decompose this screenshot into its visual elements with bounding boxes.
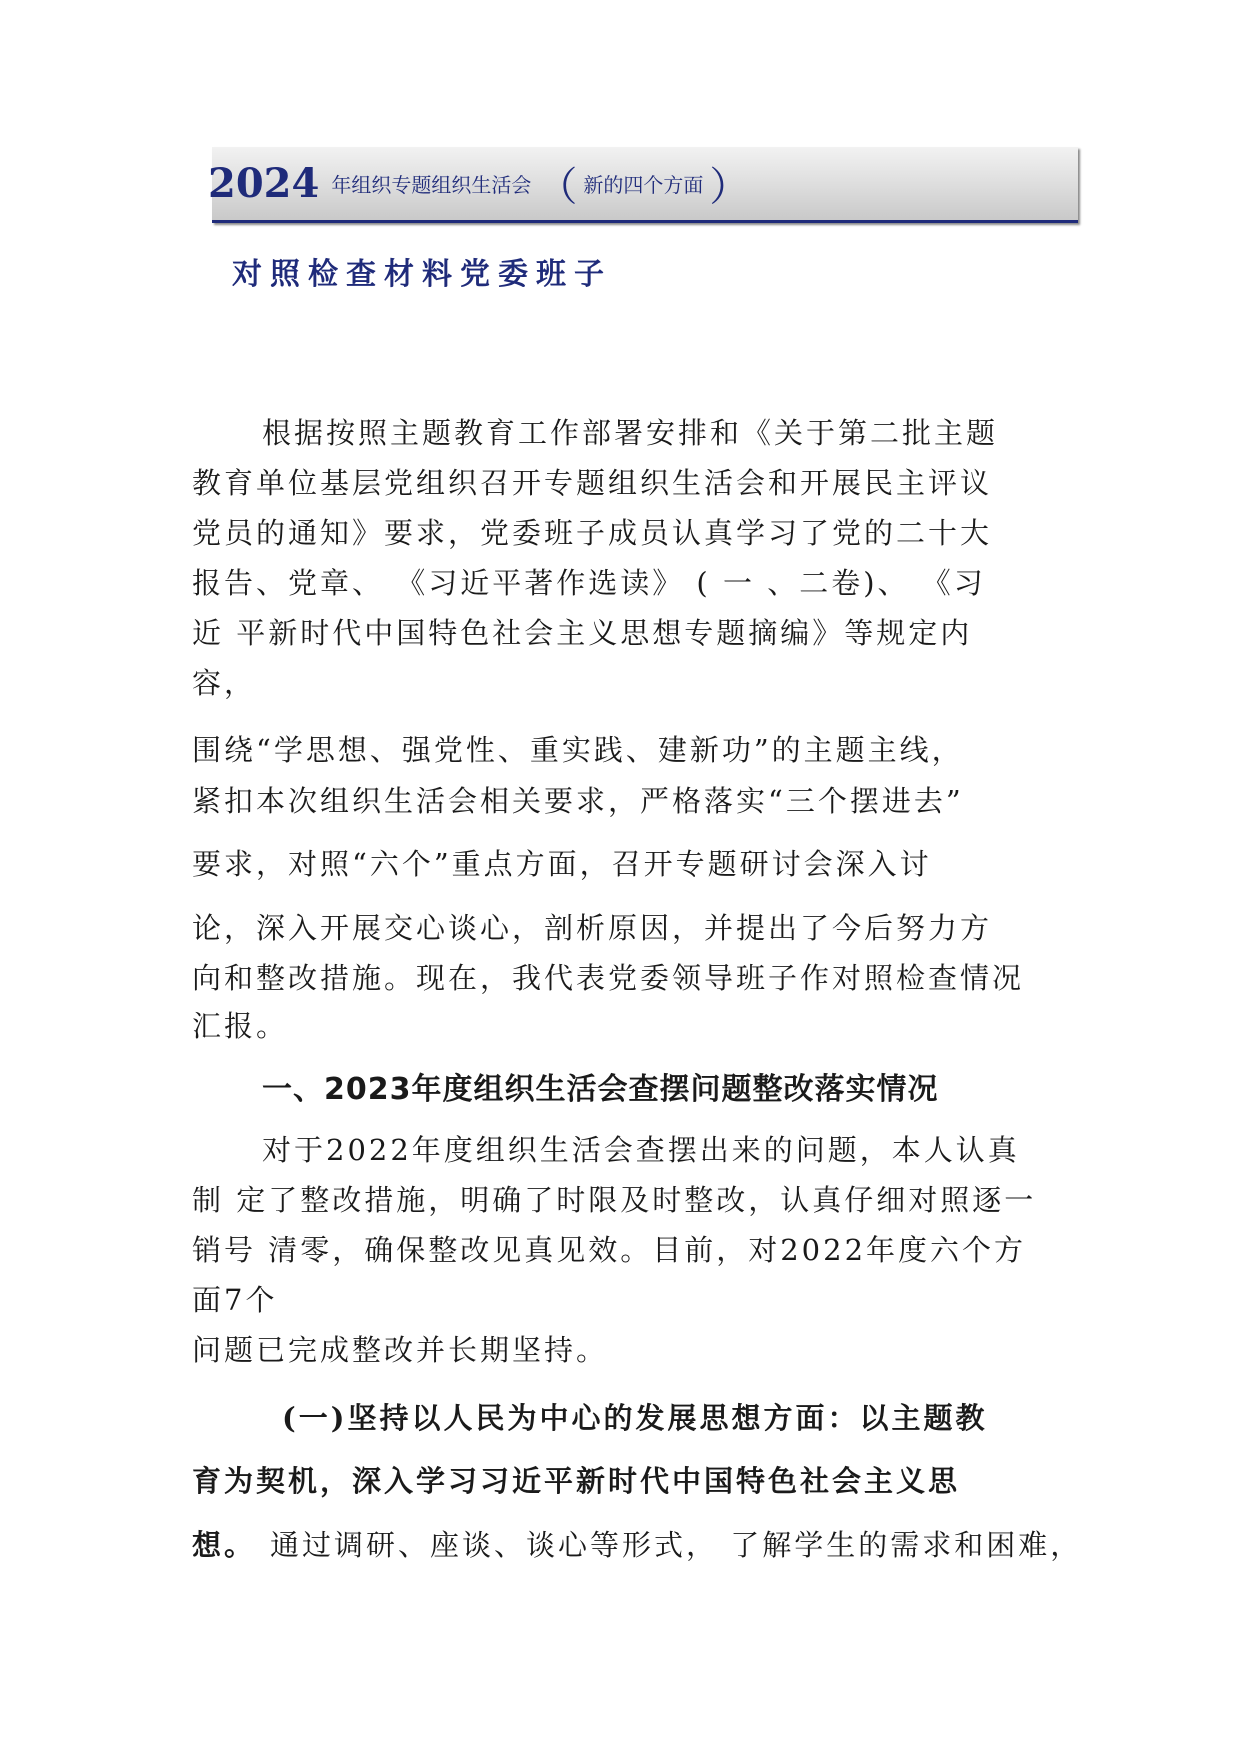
paragraph-line: 容， [192, 666, 257, 700]
document-title-cut-off: 对照检查材料党委班子 [232, 257, 612, 292]
paragraph-line: 报告、党章、 《习近平著作选读》 ( 一 、二卷)、 《习 [192, 566, 986, 600]
header-paren-close: ） [709, 164, 750, 210]
header-paren-open: （ [537, 164, 578, 210]
paragraph-text: 通过调研、座谈、谈心等形式， 了解学生的需求和困难， [270, 1528, 1083, 1562]
paragraph-line: 汇报。 [192, 1009, 289, 1043]
paragraph-line: 制 定了整改措施，明确了时限及时整改，认真仔细对照逐一 [192, 1183, 1037, 1217]
paragraph-line: 根据按照主题教育工作部署安排和《关于第二批主题 [262, 416, 999, 450]
paragraph-line: 销号 清零，确保整改见真见效。目前，对2022年度六个方 [192, 1233, 1027, 1267]
paragraph-line: 论，深入开展交心谈心，剖析原因，并提出了今后努力方 [192, 911, 993, 945]
paragraph-line: 教育单位基层党组织召开专题组织生活会和开展民主评议 [192, 466, 993, 500]
paragraph-line: 要求，对照“六个”重点方面，召开专题研讨会深入讨 [192, 847, 932, 881]
subsection-heading: (一)坚持以人民为中心的发展思想方面：以主题教 [282, 1401, 988, 1435]
header-year: 2024 [208, 160, 320, 207]
paragraph-line: 面7个 [192, 1283, 278, 1317]
paragraph-line: 对于2022年度组织生活会查摆出来的问题，本人认真 [262, 1133, 1020, 1167]
paragraph-line [192, 1527, 1082, 1563]
paragraph-line: 紧扣本次组织生活会相关要求，严格落实“三个摆进去” [192, 784, 964, 818]
section-heading: 一、2023年度组织生活会查摆问题整改落实情况 [262, 1072, 939, 1107]
header-title: 年组织专题组织生活会 [331, 173, 532, 197]
paragraph-line: 党员的通知》要求，党委班子成员认真学习了党的二十大 [192, 516, 993, 550]
header-subtitle: 新的四个方面 [583, 173, 704, 197]
subsection-heading-cont: 育为契机，深入学习习近平新时代中国特色社会主义思 [192, 1464, 961, 1498]
paragraph-line: 向和整改措施。现在，我代表党委领导班子作对照检查情况 [192, 961, 1025, 995]
paragraph-line: 围绕“学思想、强党性、重实践、建新功”的主题主线， [192, 733, 964, 767]
header-banner [208, 147, 1078, 223]
paragraph-line: 问题已完成整改并长期坚持。 [192, 1333, 609, 1367]
subsection-heading-end: 想。 [192, 1528, 257, 1562]
paragraph-line: 近 平新时代中国特色社会主义思想专题摘编》等规定内 [192, 616, 973, 650]
